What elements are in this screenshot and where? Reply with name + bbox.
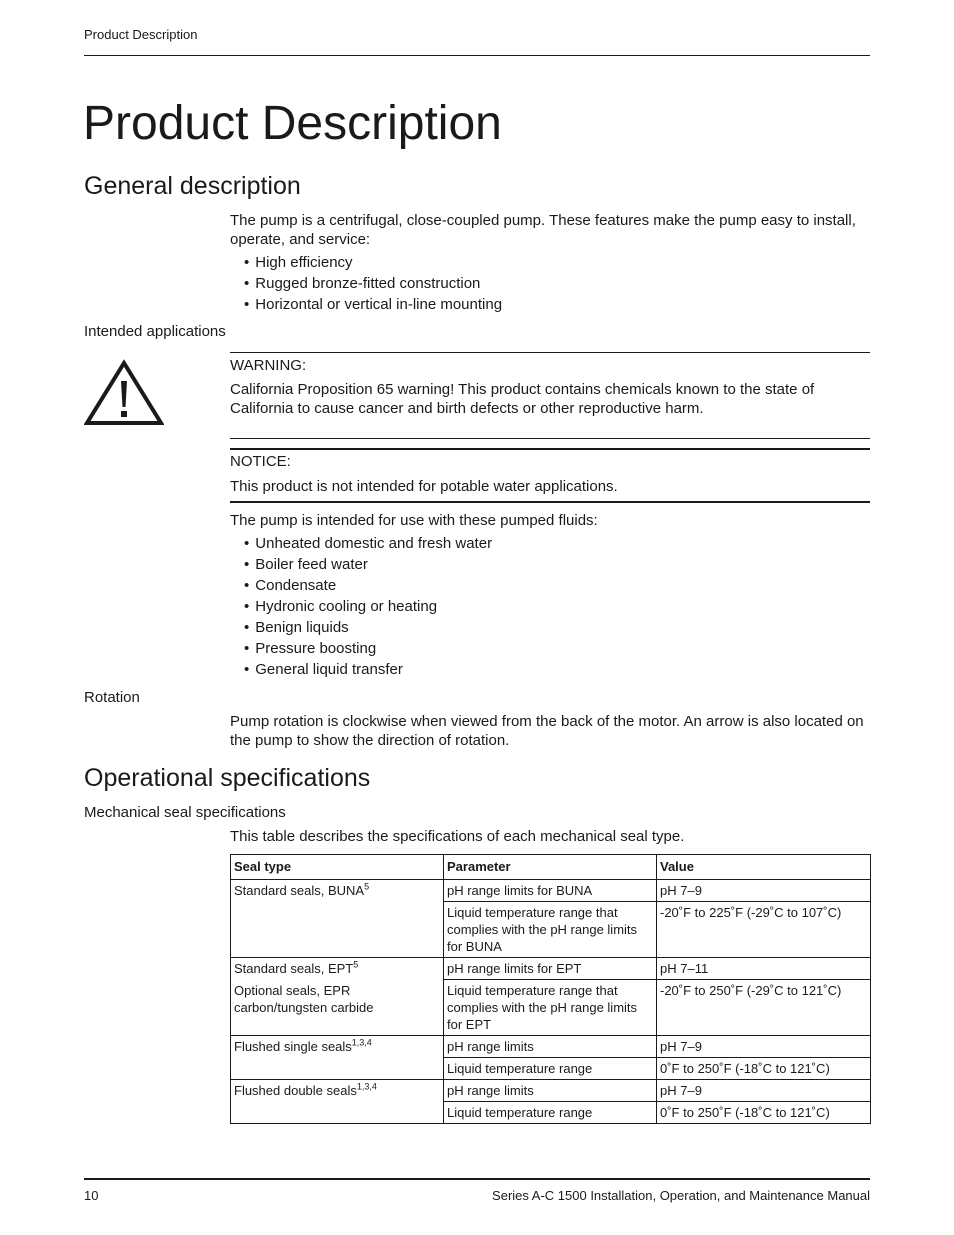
intended-applications-heading: Intended applications	[84, 323, 226, 340]
seal-spec-table	[230, 854, 871, 1124]
table-header-row	[231, 855, 871, 880]
parameter-cell: Liquid temperature range	[444, 1058, 657, 1080]
rotation-heading: Rotation	[84, 689, 140, 706]
warning-top-rule	[230, 352, 870, 353]
list-item: • High efficiency	[244, 252, 502, 273]
value-cell: 0˚F to 250˚F (-18˚C to 121˚C)	[657, 1058, 871, 1080]
value-cell: pH 7–11	[657, 958, 871, 980]
page-number: 10	[84, 1188, 99, 1203]
warning-text: California Proposition 65 warning! This product contains chemicals known to the state of California to cause cancer and birth defects or other reproductive harm.	[230, 381, 815, 417]
notice-label: NOTICE:	[230, 453, 291, 470]
table-row	[231, 880, 871, 902]
seal-type-cell	[231, 1036, 444, 1080]
general-description-heading: General description	[84, 172, 301, 200]
warning-bottom-rule	[230, 438, 870, 439]
seal-type-name: Standard seals, BUNA	[234, 883, 365, 898]
parameter-cell: Liquid temperature range	[444, 1102, 657, 1124]
value-cell: 0˚F to 250˚F (-18˚C to 121˚C)	[657, 1102, 871, 1124]
page-title: Product Description	[83, 97, 502, 150]
seal-type-cell	[231, 958, 444, 1036]
list-item: • Boiler feed water	[244, 554, 492, 575]
seal-type-cell	[231, 880, 444, 958]
general-description-intro: The pump is a centrifugal, close-coupled pump. These features make the pump easy to install, operate, and service:	[230, 212, 856, 248]
table-row	[231, 1036, 871, 1058]
seal-type-name: Flushed double seals	[234, 1083, 357, 1098]
list-item: • General liquid transfer	[244, 659, 492, 680]
footnote-ref: 1,3,4	[356, 1081, 377, 1092]
notice-top-rule	[230, 448, 870, 450]
parameter-cell: Liquid temperature range that complies with the pH range limits for EPT	[444, 980, 657, 1036]
parameter-cell: pH range limits for EPT	[444, 958, 657, 980]
mechanical-seal-heading: Mechanical seal specifications	[84, 804, 286, 821]
list-item: • Horizontal or vertical in-line mounting	[244, 294, 502, 315]
parameter-cell: pH range limits	[444, 1036, 657, 1058]
notice-text: This product is not intended for potable water applications.	[230, 478, 618, 495]
column-header-value: Value	[657, 855, 871, 880]
operational-specifications-heading: Operational specifications	[84, 764, 371, 792]
value-cell: pH 7–9	[657, 1036, 871, 1058]
footnote-ref: 5	[364, 881, 370, 892]
fluids-intro: The pump is intended for use with these pumped fluids:	[230, 512, 598, 529]
seal-type-name: Standard seals, EPT	[234, 961, 354, 976]
value-cell: pH 7–9	[657, 880, 871, 902]
parameter-cell: Liquid temperature range that complies with the pH range limits for BUNA	[444, 902, 657, 958]
column-header-parameter: Parameter	[444, 855, 657, 880]
header-rule	[84, 55, 870, 56]
value-cell: -20˚F to 250˚F (-29˚C to 121˚C)	[657, 980, 871, 1036]
list-item: • Unheated domestic and fresh water	[244, 533, 492, 554]
list-item: • Benign liquids	[244, 617, 492, 638]
rotation-text: Pump rotation is clockwise when viewed from the back of the motor. An arrow is also located on the pump to show the direction of rotation.	[230, 713, 864, 749]
manual-title: Series A-C 1500 Installation, Operation, and Maintenance Manual	[492, 1188, 870, 1203]
list-item: • Hydronic cooling or heating	[244, 596, 492, 617]
seal-type-cell	[231, 1080, 444, 1124]
table-row	[231, 1080, 871, 1102]
footnote-ref: 5	[353, 959, 359, 970]
parameter-cell: pH range limits	[444, 1080, 657, 1102]
footnote-ref: 1,3,4	[351, 1037, 372, 1048]
warning-label: WARNING:	[230, 357, 307, 374]
list-item: • Pressure boosting	[244, 638, 492, 659]
value-cell: -20˚F to 225˚F (-29˚C to 107˚C)	[657, 902, 871, 958]
feature-list	[244, 252, 502, 315]
seal-type-extra: Optional seals, EPR carbon/tungsten carbide	[234, 983, 374, 1015]
column-header-seal-type: Seal type	[231, 855, 444, 880]
list-item: • Condensate	[244, 575, 492, 596]
warning-triangle-icon	[84, 359, 164, 427]
seal-type-name: Flushed single seals	[234, 1039, 352, 1054]
running-header: Product Description	[84, 27, 198, 42]
table-intro: This table describes the specifications of each mechanical seal type.	[230, 828, 685, 845]
list-item: • Rugged bronze-fitted construction	[244, 273, 502, 294]
notice-bottom-rule	[230, 501, 870, 503]
table-row	[231, 958, 871, 980]
fluids-list	[244, 533, 492, 680]
parameter-cell: pH range limits for BUNA	[444, 880, 657, 902]
footer-rule	[84, 1178, 870, 1180]
value-cell: pH 7–9	[657, 1080, 871, 1102]
